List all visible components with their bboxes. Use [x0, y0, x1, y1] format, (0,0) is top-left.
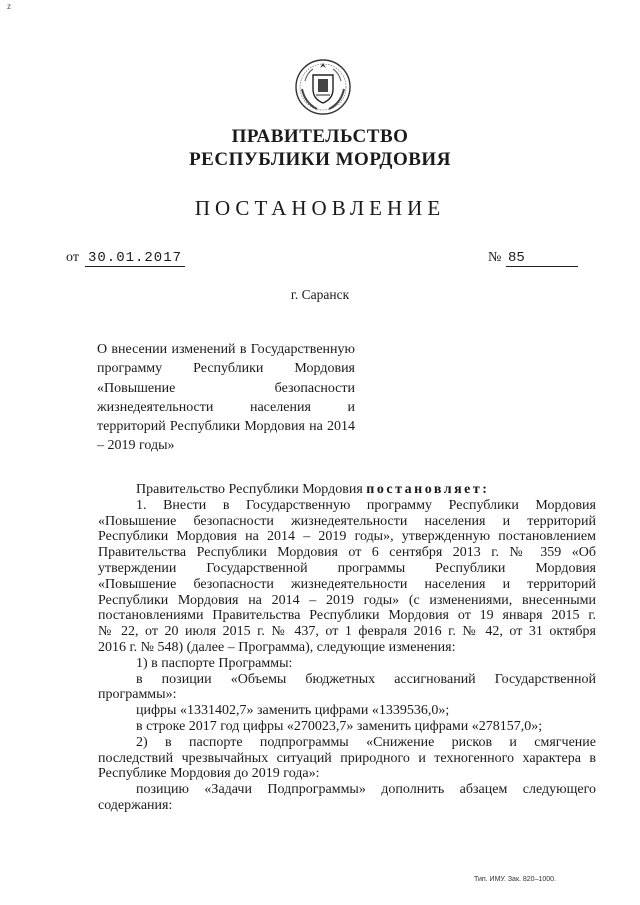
decree-subject: О внесении изменений в Государственную программу Республики Мордовия «Повышение безопасности жизнедеятельности населения и территорий Республики Мордовия на 2014 – 2019 годы» — [97, 342, 355, 454]
body-line: содержания: — [98, 797, 173, 813]
body-line: Правительства Республики Мордовия от 6 сентября 2013 г. № 359 «Об — [98, 545, 596, 561]
body-line: постановлениями Правительства Республики Мордовия от 19 января 2015 г. — [98, 608, 596, 624]
body-line: «Повышение безопасности жизнедеятельности населения и территорий — [98, 513, 596, 529]
date-prefix: от — [66, 250, 79, 265]
city: г. Саранск — [290, 287, 350, 302]
government-title-line2: РЕСПУБЛИКИ МОРДОВИЯ — [189, 149, 451, 170]
body-line: утверждении Государственной программы Республики Мордовия — [98, 560, 596, 576]
decree-lead — [98, 482, 596, 498]
coat-of-arms-emblem — [293, 57, 353, 117]
body-line: 2) в паспорте подпрограммы «Снижение рисков и смягчение — [136, 734, 596, 750]
body-lines — [98, 498, 596, 814]
body-line: 1) в паспорте Программы: — [136, 655, 293, 671]
body-line: позицию «Задачи Подпрограммы» дополнить абзацем следующего — [136, 782, 596, 798]
body-line: Республике Мордовия до 2019 года»: — [98, 766, 320, 782]
body-line: программы»: — [98, 687, 177, 703]
document-date: 30.01.2017 — [85, 250, 185, 267]
body-line: № 22, от 20 июля 2015 г. № 437, от 1 февраля 2016 г. № 42, от 31 октября — [98, 624, 596, 640]
body-line: «Повышение безопасности жизнедеятельности населения и территорий — [98, 576, 596, 592]
body-line: в строке 2017 год цифры «270023,7» заменить цифрами «278157,0»; — [136, 718, 543, 734]
print-footer: Тип. ИМУ. Зак. 820–1000. — [474, 876, 556, 883]
lead-text: Правительство Республики Мордовия — [136, 482, 363, 497]
decree-body — [98, 482, 596, 814]
document-type: ПОСТАНОВЛЕНИЕ — [194, 196, 446, 220]
body-line: Республики Мордовия на 2014 – 2019 годы» (с изменениями, внесенными — [98, 592, 596, 608]
body-line: в позиции «Объемы бюджетных ассигнований Государственной — [136, 671, 596, 687]
body-line: последствий чрезвычайных ситуаций природного и техногенного характера в — [98, 750, 596, 766]
body-line: Республики Мордовия на 2014 – 2019 годы», утвержденную постановлением — [98, 529, 596, 545]
number-prefix: № — [488, 250, 502, 265]
document-number: 85 — [506, 250, 578, 267]
lead-action: постановляет: — [366, 482, 490, 497]
body-line: 2016 г. № 548) (далее – Программа), следующие изменения: — [98, 639, 456, 655]
government-title-line1: ПРАВИТЕЛЬСТВО — [231, 126, 409, 147]
body-line: цифры «1331402,7» заменить цифрами «1339536,0»; — [136, 703, 450, 719]
body-line: 1. Внести в Государственную программу Республики Мордовия — [136, 497, 596, 513]
corner-mark: z — [7, 2, 11, 11]
